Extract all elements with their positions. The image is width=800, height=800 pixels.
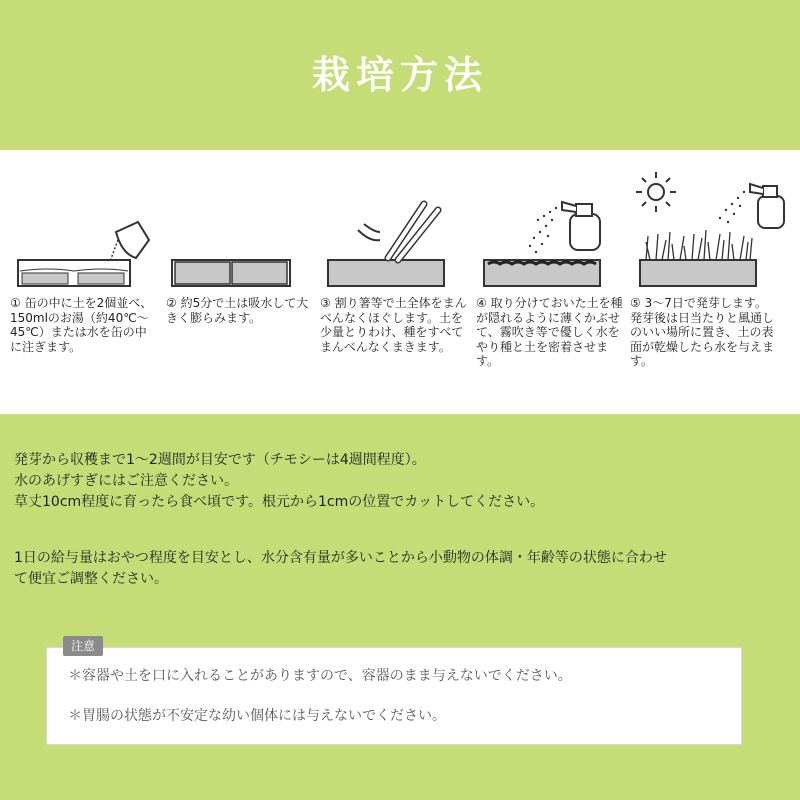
- step-5-illustration: [628, 150, 798, 290]
- spray-bottle-icon: [570, 214, 600, 250]
- grass-sprouts: [646, 230, 752, 260]
- step-4: [474, 150, 624, 414]
- soil-can: [640, 260, 756, 286]
- step-4-text: ④ 取り分けておいた土を種が隠れるように薄くかぶせて、霧吹き等で優しく水をやり種と土を密着させます。: [476, 296, 623, 368]
- pour-stream: [110, 240, 118, 262]
- info-line-3: 草丈10cm程度に育ったら食べ頃です。根元から1cmの位置でカットしてください。: [14, 494, 545, 510]
- notice-item-1: ＊容器や土を口に入れることがありますので、容器のまま与えないでください。: [68, 668, 572, 684]
- info-line-4: 1日の給与量はおやつ程度を目安とし、水分含有量が多いことから小動物の体調・年齢等の状態に合わせ: [14, 550, 667, 566]
- step-3-illustration: [318, 150, 468, 290]
- soil-block-right: [78, 273, 124, 284]
- swollen-soil-left: [175, 262, 230, 284]
- step-1-text: ① 缶の中に土を2個並べ、150mlのお湯（約40℃～45℃）または水を缶の中に注ぎます。: [10, 296, 153, 354]
- info-line-2: 水のあげすぎにはご注意ください。: [14, 473, 238, 489]
- step-2-text: ② 約5分で土は吸水して大きく膨らみます。: [166, 296, 309, 325]
- step-3: [318, 150, 468, 414]
- notice-item-2: ＊胃腸の状態が不安定な幼い個体には与えないでください。: [68, 708, 446, 724]
- page-title: 栽培方法: [311, 53, 488, 97]
- step-4-illustration: [474, 150, 624, 290]
- info-line-1: 発芽から収穫まで1～2週間が目安です（チモシーは4週間程度）。: [14, 452, 426, 468]
- step-5-text: ⑤ 3～7日で発芽します。発芽後は日当たりと風通しのいい場所に置き、土の表面が乾燥したら水を与えます。: [630, 296, 775, 368]
- soil-can: [328, 260, 444, 286]
- step-1-illustration: [8, 150, 158, 290]
- notice-box: [46, 647, 742, 745]
- swollen-soil-right: [232, 262, 287, 284]
- mist-dots: [529, 207, 557, 253]
- measuring-cup-icon: [116, 222, 149, 258]
- info-line-5: て便宜ご調整ください。: [14, 571, 168, 587]
- mist-dots: [719, 191, 745, 223]
- step-2: [164, 150, 314, 414]
- sun-icon: [648, 184, 664, 200]
- step-2-illustration: [164, 150, 314, 290]
- step-3-text: ③ 割り箸等で土全体をまんべんなくほぐします。土を少量とりわけ、種をすべてまんべんなくまきます。: [320, 296, 467, 354]
- step-5: [628, 150, 778, 414]
- motion-line-2: [364, 224, 380, 232]
- steps-band: [0, 150, 800, 414]
- soil-block-left: [22, 273, 68, 284]
- step-1: [8, 150, 158, 414]
- notice-tag: 注意: [63, 636, 103, 656]
- spray-bottle-icon: [758, 196, 784, 228]
